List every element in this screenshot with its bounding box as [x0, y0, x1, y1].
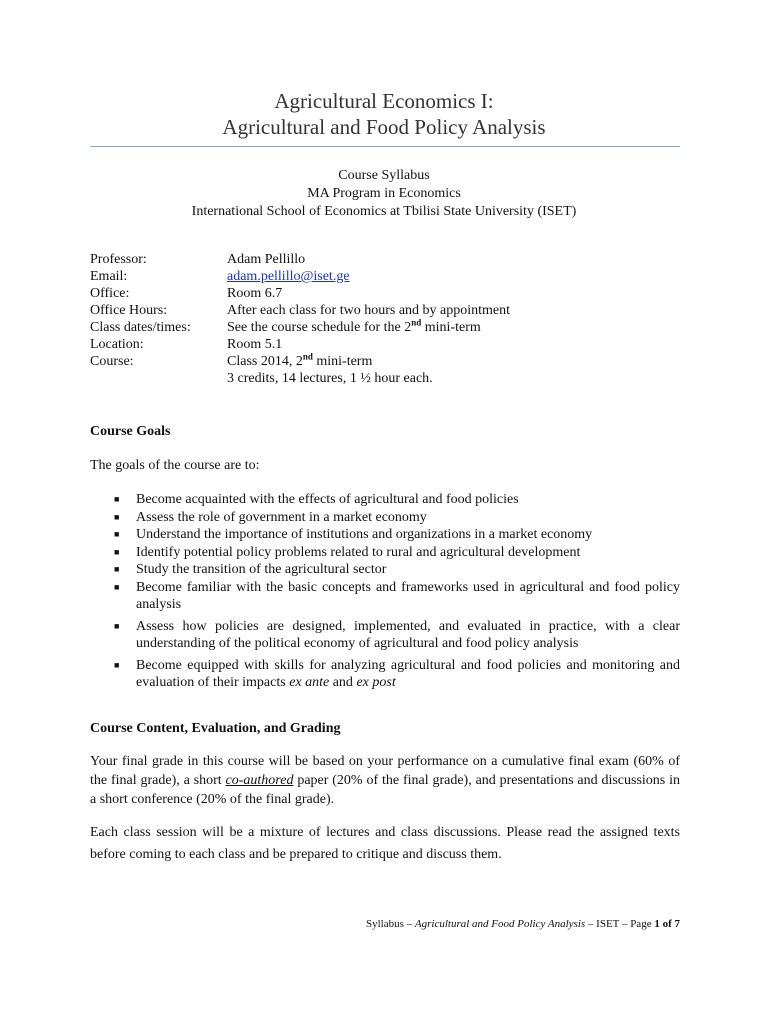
course-value-sup: nd — [302, 351, 313, 362]
goal-text: Become acquainted with the effects of agricultural and food policies — [136, 492, 519, 507]
list-item — [90, 618, 680, 653]
office-value: Room 6.7 — [227, 286, 283, 301]
footer-mid: – ISET – Page — [585, 918, 655, 930]
office-hours-label: Office Hours: — [90, 303, 168, 318]
location-label: Location: — [90, 337, 144, 352]
info-row-professor — [90, 251, 510, 268]
list-item — [90, 579, 680, 614]
title-line-2: Agricultural and Food Policy Analysis — [222, 115, 546, 139]
bullet-icon: ■ — [114, 581, 120, 592]
subhead-line-2: MA Program in Economics — [307, 186, 461, 201]
location-value: Room 5.1 — [227, 337, 283, 352]
class-dates-sup: nd — [411, 317, 422, 328]
course-value-text-end: mini-term — [312, 354, 373, 369]
course-value-text: Class 2014, 2 — [227, 354, 303, 369]
class-dates-label: Class dates/times: — [90, 320, 191, 335]
footer-of: of — [659, 918, 675, 930]
email-link[interactable]: adam.pellillo@iset.ge — [227, 269, 350, 284]
bullet-icon: ■ — [114, 529, 120, 539]
list-item — [90, 544, 680, 562]
bullet-icon: ■ — [114, 564, 120, 574]
list-item — [90, 509, 680, 527]
co-authored-text: co-authored — [225, 773, 294, 788]
class-dates-text-end: mini-term — [421, 320, 481, 335]
document-title — [0, 88, 768, 140]
page-footer — [366, 917, 680, 931]
bullet-icon: ■ — [114, 546, 120, 557]
grading-text: Your final grade in this course will be based on your performance on a cumulative final exam (60% of the final grade), a short — [90, 754, 680, 788]
info-row-office — [90, 285, 510, 302]
goal-text: Understand the importance of institutions and organizations in a market economy — [136, 527, 593, 542]
class-sessions-paragraph: Each class session will be a mixture of lectures and class discussions. Please read the assigned texts before coming to each class and be prepared to critique and discuss them. — [90, 825, 680, 862]
info-row-email — [90, 268, 510, 285]
office-hours-value: After each class for two hours and by appointment — [227, 303, 511, 318]
bullet-icon: ■ — [114, 659, 120, 670]
professor-value: Adam Pellillo — [227, 252, 306, 267]
course-info-block — [90, 251, 510, 387]
footer-page-total: 7 — [674, 918, 680, 930]
goal-text: Study the transition of the agricultural sector — [136, 562, 387, 577]
list-item — [90, 491, 680, 509]
bullet-icon: ■ — [114, 511, 120, 522]
goal-text-and: and — [329, 675, 357, 690]
goal-text: Assess how policies are designed, implemented, and evaluated in practice, with a clear understanding of the political economy of agricultural and food policy analysis — [136, 618, 680, 651]
info-row-class-dates — [90, 319, 510, 336]
title-divider — [90, 146, 680, 147]
course-label: Course: — [90, 354, 134, 369]
goal-text: Become familiar with the basic concepts and frameworks used in agricultural and food policy analysis — [136, 579, 680, 612]
bullet-icon: ■ — [114, 620, 120, 631]
list-item — [90, 526, 680, 544]
syllabus-subheading — [0, 167, 768, 221]
bullet-icon: ■ — [114, 494, 120, 504]
footer-prefix: Syllabus – — [365, 918, 415, 930]
subhead-line-1: Course Syllabus — [338, 168, 430, 183]
course-goals-heading: Course Goals — [90, 424, 171, 439]
info-row-course — [90, 353, 510, 387]
title-line-1: Agricultural Economics I: — [274, 89, 494, 113]
goals-list — [90, 491, 680, 692]
info-row-office-hours — [90, 302, 510, 319]
class-dates-text: See the course schedule for the 2 — [227, 320, 412, 335]
info-row-location — [90, 336, 510, 353]
class-dates-value — [227, 319, 481, 336]
grading-text-end: paper (20% of the final grade), and presentations and discussions in a short conference (20% of the final grade). — [90, 773, 680, 807]
ex-ante-text: ex ante — [289, 675, 330, 690]
footer-page-number: 1 — [654, 918, 660, 930]
office-label: Office: — [90, 286, 130, 301]
footer-title: Agricultural and Food Policy Analysis — [414, 918, 586, 930]
course-credits: 3 credits, 14 lectures, 1 ½ hour each. — [227, 371, 433, 386]
list-item — [90, 561, 680, 579]
subhead-line-3: International School of Economics at Tbilisi State University (ISET) — [191, 204, 577, 219]
ex-post-text: ex post — [356, 675, 396, 690]
goal-text: Assess the role of government in a market economy — [136, 509, 427, 525]
goals-intro: The goals of the course are to: — [90, 458, 260, 473]
professor-label: Professor: — [90, 252, 147, 267]
grading-paragraph — [90, 752, 680, 809]
grading-heading: Course Content, Evaluation, and Grading — [90, 721, 341, 736]
goal-text: Identify potential policy problems related to rural and agricultural development — [136, 544, 581, 560]
email-label: Email: — [90, 269, 128, 284]
goal-text: Become equipped with skills for analyzing agricultural and food policies and monitoring and evaluation of their impacts — [136, 657, 680, 690]
course-value — [227, 353, 433, 387]
list-item — [90, 657, 680, 692]
